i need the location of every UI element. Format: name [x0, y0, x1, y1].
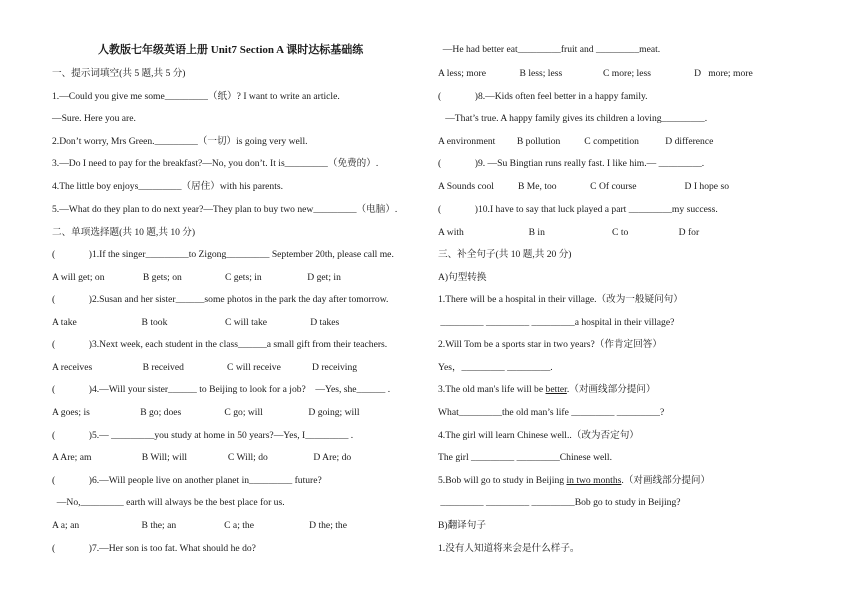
options-line: A less; more B less; less C more; less D more; more — [438, 68, 753, 79]
question-line: ( )4.—Will your sister______ to Beijing to look for a job? —Yes, she______ . — [52, 384, 391, 395]
question-line: —Sure. Here you are. — [52, 113, 136, 124]
underlined-phrase: in two months — [566, 475, 622, 486]
question-line: 1.—Could you give me some_________（纸）? I want to write an article. — [52, 91, 340, 102]
question-line: ( )8.—Kids often feel better in a happy family. — [438, 91, 648, 102]
question-line: ( )1.If the singer_________to Zigong_________ September 20th, please call me. — [52, 249, 394, 260]
options-line: A goes; is B go; does C go; will D going; will — [52, 407, 360, 418]
question-line: 2.Will Tom be a sports star in two years?（作肯定回答） — [438, 339, 662, 350]
section-heading: 一、提示词填空(共 5 题,共 5 分) — [52, 68, 186, 79]
options-line: A with B in C to D for — [438, 227, 700, 238]
question-text: 5.Bob will go to study in Beijing — [438, 475, 567, 486]
question-line: 5.—What do they plan to do next year?—They plan to buy two new_________（电脑）. — [52, 204, 398, 215]
options-line: A a; an B the; an C a; the D the; the — [52, 520, 347, 531]
options-line: A environment B pollution C competition D difference — [438, 136, 714, 147]
question-text: .（对画线部分提问） — [566, 384, 656, 395]
question-line: ( )5.— _________you study at home in 50 years?—Yes, I_________ . — [52, 430, 354, 441]
answer-line: Yes，_________ _________. — [438, 362, 553, 373]
question-line: 1.There will be a hospital in their village.（改为一般疑问句） — [438, 294, 683, 305]
question-text: 3.The old man's life will be — [438, 384, 546, 395]
options-line: A Are; am B Will; will C Will; do D Are; do — [52, 452, 352, 463]
question-line: —No,_________ earth will always be the best place for us. — [52, 497, 285, 508]
page-title: 人教版七年级英语上册 Unit7 Section A 课时达标基础练 — [98, 44, 364, 56]
underlined-word: better — [545, 384, 567, 395]
question-line: 4.The little boy enjoys_________（居住）with his parents. — [52, 181, 284, 192]
question-line: ( )2.Susan and her sister______some photos in the park the day after tomorrow. — [52, 294, 389, 305]
options-line: A Sounds cool B Me, too C Of course D I hope so — [438, 181, 729, 192]
question-line: ( )9. —Su Bingtian runs really fast. I like him.— _________. — [438, 158, 705, 169]
subsection-heading: A)句型转换 — [438, 272, 487, 283]
section-heading: 二、单项选择题(共 10 题,共 10 分) — [52, 227, 196, 238]
options-line: A receives B received C will receive D receiving — [52, 362, 358, 373]
question-line — [438, 384, 656, 396]
question-line: —That’s true. A happy family gives its children a loving_________. — [438, 113, 708, 124]
options-line: A take B took C will take D takes — [52, 317, 340, 328]
question-line: ( )3.Next week, each student in the class______a small gift from their teachers. — [52, 339, 388, 350]
answer-line: _________ _________ _________a hospital in their village? — [438, 317, 675, 328]
question-line — [438, 475, 710, 487]
answer-line: The girl _________ _________Chinese well. — [438, 452, 612, 463]
question-line: ( )7.—Her son is too fat. What should he do? — [52, 543, 256, 554]
question-line: 3.—Do I need to pay for the breakfast?—No, you don’t. It is_________（免费的）. — [52, 158, 379, 169]
question-line: ( )10.I have to say that luck played a part _________my success. — [438, 204, 718, 215]
question-line: —He had better eat_________fruit and _________meat. — [438, 44, 661, 55]
answer-line: _________ _________ _________Bob go to study in Beijing? — [438, 497, 681, 508]
question-text: .（对画线部分提问） — [621, 475, 711, 486]
question-line: 4.The girl will learn Chinese well..（改为否定句） — [438, 430, 639, 441]
options-line: A will get; on B gets; on C gets; in D get; in — [52, 272, 341, 283]
question-line: 1.没有人知道将来会是什么样子。 — [438, 543, 580, 554]
answer-line: What_________the old man’s life _________ _________? — [438, 407, 665, 418]
subsection-heading: B)翻译句子 — [438, 520, 486, 531]
question-line: 2.Don’t worry, Mrs Green._________（一切）is going very well. — [52, 136, 308, 147]
section-heading: 三、补全句子(共 10 题,共 20 分) — [438, 249, 572, 260]
question-line: ( )6.—Will people live on another planet in_________ future? — [52, 475, 322, 486]
